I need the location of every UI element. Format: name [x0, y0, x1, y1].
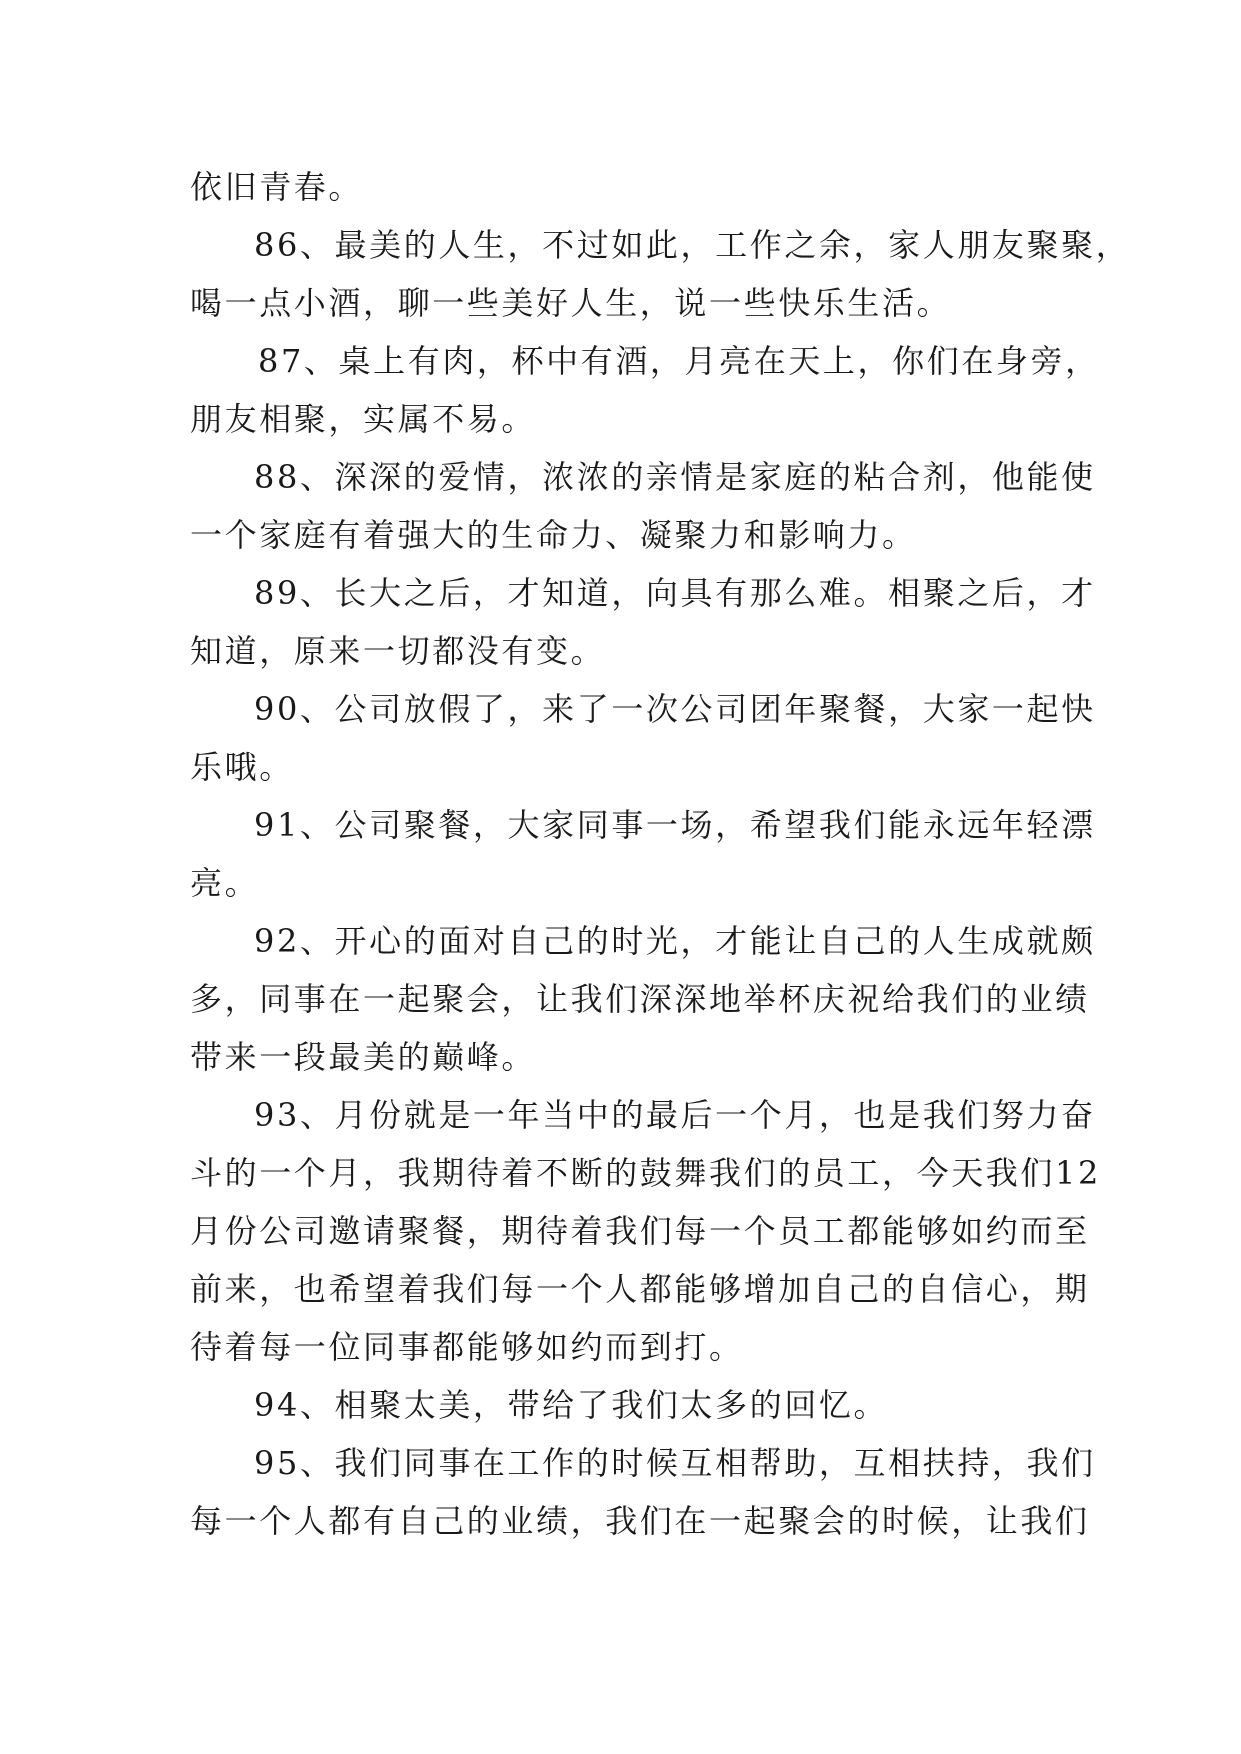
text-line: 朋友相聚，实属不易。 [190, 400, 537, 438]
text-line: 94、相聚太美，带给了我们太多的回忆。 [254, 1386, 889, 1424]
text-line: 87、桌上有肉，杯中有酒，月亮在天上，你们在身旁， [258, 342, 1100, 380]
text-line: 多，同事在一起聚会，让我们深深地举杯庆祝给我们的业绩 [190, 980, 1090, 1018]
text-line: 斗的一个月，我期待着不断的鼓舞我们的员工，今天我们12 [190, 1154, 1101, 1192]
text-line: 月份公司邀请聚餐，期待着我们每一个员工都能够如约而至 [190, 1212, 1090, 1250]
text-line: 90、公司放假了，来了一次公司团年聚餐，大家一起快 [254, 690, 1096, 728]
text-line: 86、最美的人生，不过如此，工作之余，家人朋友聚聚， [254, 226, 1131, 264]
text-line: 待着每一位同事都能够如约而到打。 [190, 1328, 744, 1366]
text-line: 知道，原来一切都没有变。 [190, 632, 606, 670]
text-line: 91、公司聚餐，大家同事一场，希望我们能永远年轻漂 [254, 806, 1096, 844]
text-line: 93、月份就是一年当中的最后一个月，也是我们努力奋 [254, 1096, 1096, 1134]
text-line: 95、我们同事在工作的时候互相帮助，互相扶持，我们 [254, 1444, 1096, 1482]
text-line: 依旧青春。 [190, 168, 364, 206]
text-line: 每一个人都有自己的业绩，我们在一起聚会的时候，让我们 [190, 1502, 1090, 1540]
body-text [190, 158, 1131, 1550]
text-line: 喝一点小酒，聊一些美好人生，说一些快乐生活。 [190, 284, 952, 322]
text-line: 亮。 [190, 864, 260, 902]
text-line: 乐哦。 [190, 748, 294, 786]
text-line: 88、深深的爱情，浓浓的亲情是家庭的粘合剂，他能使 [254, 458, 1096, 496]
text-line: 一个家庭有着强大的生命力、凝聚力和影响力。 [190, 516, 917, 554]
text-line: 前来，也希望着我们每一个人都能够增加自己的自信心，期 [190, 1270, 1090, 1308]
text-line: 带来一段最美的巅峰。 [190, 1038, 537, 1076]
text-line: 89、长大之后，才知道，向具有那么难。相聚之后，才 [254, 574, 1096, 612]
text-line: 92、开心的面对自己的时光，才能让自己的人生成就颇 [254, 922, 1096, 960]
